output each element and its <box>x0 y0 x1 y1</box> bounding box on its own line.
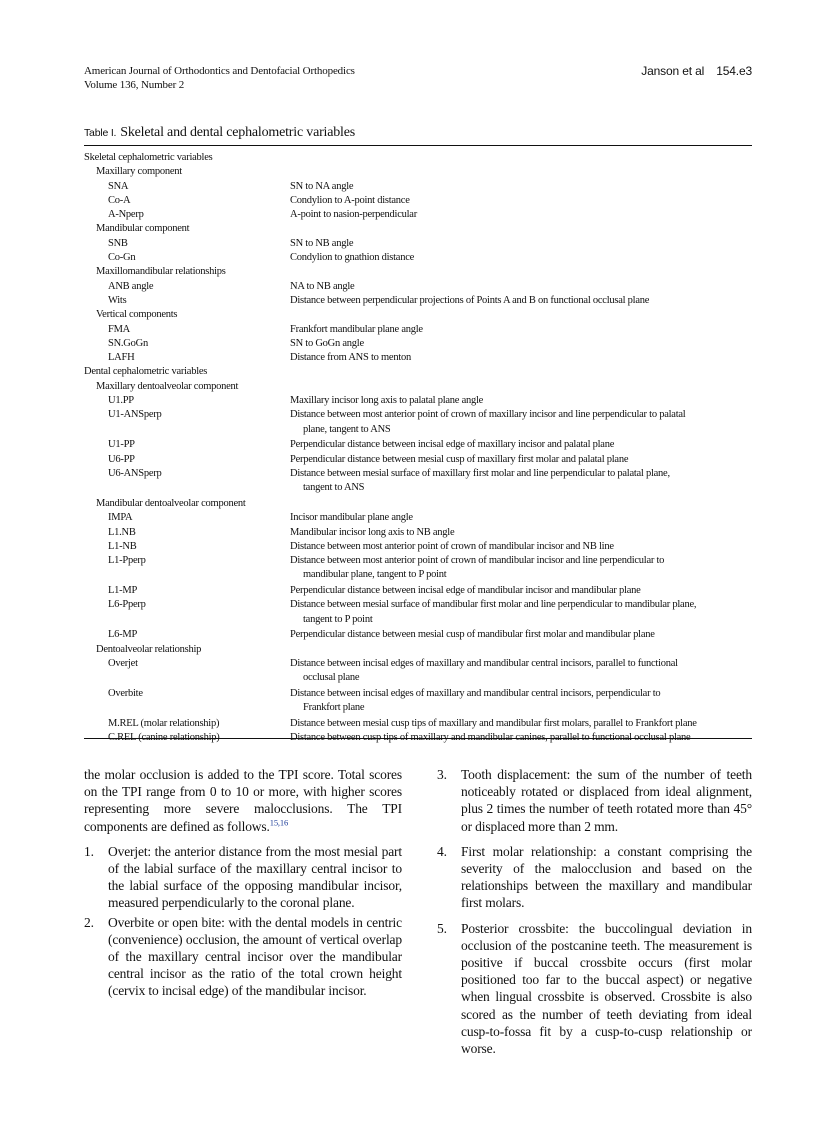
description-continuation: tangent to ANS <box>303 482 365 494</box>
description-line: A-point to nasion-perpendicular <box>290 209 417 221</box>
description-line: Distance between perpendicular projections of Points A and B on functional occlusal plane <box>290 294 650 306</box>
variable-description <box>290 180 353 194</box>
variable-description <box>290 251 414 265</box>
journal-name: American Journal of Orthodontics and Dentofacial Orthopedics <box>84 65 355 77</box>
table-section-heading <box>84 365 752 379</box>
description-line: NA to NB angle <box>290 280 355 292</box>
description-line: Maxillary incisor long axis to palatal plane angle <box>290 395 484 407</box>
variable-name: U6-ANSperp <box>108 467 162 479</box>
variable-name: U1-ANSperp <box>108 409 162 421</box>
table-row <box>84 526 752 540</box>
variable-description <box>290 657 678 686</box>
table-row <box>84 323 752 337</box>
variable-description <box>290 717 697 731</box>
item-number: 5. <box>437 920 447 936</box>
list-item <box>437 920 752 1058</box>
table-row <box>84 511 752 525</box>
description-line: Distance between cusp tips of maxillary and mandibular canines, parallel to functional occlusal plane <box>290 732 691 744</box>
variable-name: SNB <box>108 237 128 249</box>
variable-name: SNA <box>108 180 129 192</box>
variable-name: IMPA <box>108 512 133 524</box>
table-row <box>84 438 752 452</box>
variable-name: L6-MP <box>108 629 138 641</box>
description-line: Condylion to A-point distance <box>290 194 410 206</box>
variable-name: L1-MP <box>108 585 138 597</box>
list-item <box>84 914 402 1000</box>
table-row <box>84 687 752 717</box>
table-section-heading <box>84 643 752 657</box>
variable-name: L1-Pperp <box>108 555 146 567</box>
variable-name: Dental cephalometric variables <box>84 366 208 378</box>
description-continuation: tangent to P point <box>303 613 373 625</box>
description-line: Perpendicular distance between mesial cusp of maxillary first molar and palatal plane <box>290 453 629 465</box>
variable-name: Maxillary dentoalveolar component <box>96 380 239 392</box>
variable-name: LAFH <box>108 352 135 364</box>
description-line: SN to GoGn angle <box>290 337 364 349</box>
variable-name: A-Nperp <box>108 209 144 221</box>
body-column-left <box>84 766 402 1002</box>
table-section-heading <box>84 497 752 511</box>
variable-description <box>290 467 670 496</box>
variable-description <box>290 208 417 222</box>
table-row <box>84 280 752 294</box>
journal-volume: Volume 136, Number 2 <box>84 79 185 91</box>
description-line: Distance between most anterior point of crown of mandibular incisor and NB line <box>290 540 614 552</box>
table-row <box>84 337 752 351</box>
variable-name: Overbite <box>108 688 143 700</box>
description-line: Distance between most anterior point of crown of mandibular incisor and line perpendicular to <box>290 555 665 567</box>
description-line: Perpendicular distance between incisal edge of mandibular incisor and mandibular plane <box>290 585 641 597</box>
authors: Janson et al <box>641 64 705 78</box>
variable-description <box>290 394 483 408</box>
table-section-heading <box>84 165 752 179</box>
variable-name: L1-NB <box>108 540 137 552</box>
variable-name: Vertical components <box>96 309 178 321</box>
item-text: Posterior crossbite: the buccolingual deviation in occlusion of the postcanine teeth. The measurement is positive if buccal crossbite occurs (first molar positioned too far to the buccal aspect) or negative when lingual crossbite is observed. Crossbite is also scored as the number of teeth deviating from ideal cusp-to-fossa fit by a cusp-to-cusp relationship or worse. <box>461 920 752 1057</box>
description-line: Distance from ANS to menton <box>290 352 411 364</box>
variable-description <box>290 511 413 525</box>
table-section-heading <box>84 380 752 394</box>
item-text: Tooth displacement: the sum of the number of teeth noticeably rotated or displaced from ideal alignment, plus 2 times the number of teeth rotated more than 45° or displaced more than 2 mm. <box>461 767 752 834</box>
variable-description <box>290 194 410 208</box>
variable-description <box>290 526 454 540</box>
description-line: Distance between mesial surface of mandibular first molar and line perpendicular to mandibular plane, <box>290 599 697 611</box>
table-row <box>84 394 752 408</box>
citation-link[interactable]: 15,16 <box>269 817 289 828</box>
table-row <box>84 237 752 251</box>
variable-description <box>290 337 364 351</box>
table-row <box>84 540 752 554</box>
table-row <box>84 628 752 642</box>
cephalometric-variables-table <box>84 151 752 746</box>
description-line: Frankfort mandibular plane angle <box>290 323 423 335</box>
intro-text: the molar occlusion is added to the TPI score. Total scores on the TPI range from 0 to 10 or more, with higher scores representing more severe malocclusions. The TPI components are defined as follows. <box>84 767 402 834</box>
variable-name: Wits <box>108 294 127 306</box>
variable-name: Overjet <box>108 658 138 670</box>
description-line: SN to NA angle <box>290 180 354 192</box>
table-section-heading <box>84 308 752 322</box>
table-section-heading <box>84 222 752 236</box>
description-continuation: occlusal plane <box>303 672 360 684</box>
table-row <box>84 408 752 438</box>
table-row <box>84 453 752 467</box>
list-item <box>84 843 402 912</box>
variable-name: Maxillomandibular relationships <box>96 266 226 278</box>
description-line: SN to NB angle <box>290 237 354 249</box>
table-row <box>84 251 752 265</box>
item-text: First molar relationship: a constant comprising the severity of the malocclusion and based on the relationships between the maxillary and mandibular first molars. <box>461 843 752 911</box>
variable-name: Mandibular component <box>96 223 190 235</box>
variable-description <box>290 351 411 365</box>
table-row <box>84 598 752 628</box>
variable-description <box>290 323 423 337</box>
description-continuation: mandibular plane, tangent to P point <box>303 569 447 581</box>
list-item <box>437 766 752 835</box>
variable-description <box>290 598 696 627</box>
intro-paragraph <box>84 766 402 835</box>
table-row <box>84 294 752 308</box>
variable-description <box>290 453 628 467</box>
variable-name: C.REL (canine relationship) <box>108 732 220 744</box>
table-bottom-rule <box>84 738 752 739</box>
variable-name: U6-PP <box>108 453 135 465</box>
variable-name: M.REL (molar relationship) <box>108 718 220 730</box>
table-row <box>84 180 752 194</box>
variable-description <box>290 687 660 716</box>
variable-name: U1-PP <box>108 439 135 451</box>
item-number: 3. <box>437 767 447 782</box>
variable-description <box>290 294 649 308</box>
item-number: 4. <box>437 843 447 859</box>
table-label: Table I. <box>84 127 117 139</box>
description-line: Distance between mesial cusp tips of maxillary and mandibular first molars, parallel to Frankfort plane <box>290 718 697 730</box>
table-row <box>84 554 752 584</box>
description-line: Distance between incisal edges of maxillary and mandibular central incisors, perpendicular to <box>290 688 661 700</box>
variable-description <box>290 438 614 452</box>
page-number: 154.e3 <box>716 64 752 78</box>
body-column-right <box>437 766 752 1059</box>
table-row <box>84 657 752 687</box>
variable-name: Mandibular dentoalveolar component <box>96 497 246 509</box>
table-row <box>84 351 752 365</box>
variable-description <box>290 408 685 437</box>
description-continuation: plane, tangent to ANS <box>303 423 391 435</box>
item-number: 1. <box>84 843 94 859</box>
description-line: Mandibular incisor long axis to NB angle <box>290 526 455 538</box>
variable-description <box>290 584 641 598</box>
table-row <box>84 467 752 497</box>
variable-description <box>290 237 353 251</box>
table-top-rule <box>84 145 752 146</box>
variable-name: Co-A <box>108 194 131 206</box>
table-row <box>84 194 752 208</box>
variable-description <box>290 540 614 554</box>
variable-name: U1.PP <box>108 395 134 407</box>
variable-name: ANB angle <box>108 280 154 292</box>
variable-description <box>290 280 354 294</box>
variable-name: L1.NB <box>108 526 136 538</box>
variable-name: Co-Gn <box>108 252 136 264</box>
description-line: Perpendicular distance between incisal edge of maxillary incisor and palatal plane <box>290 439 615 451</box>
list-item <box>437 843 752 912</box>
table-caption <box>84 125 355 141</box>
description-line: Distance between mesial surface of maxillary first molar and line perpendicular to palatal plane, <box>290 467 670 479</box>
description-line: Condylion to gnathion distance <box>290 252 415 264</box>
description-line: Incisor mandibular plane angle <box>290 512 413 524</box>
table-title: Skeletal and dental cephalometric variables <box>120 125 356 140</box>
item-number: 2. <box>84 914 94 930</box>
table-row <box>84 584 752 598</box>
item-text: Overjet: the anterior distance from the most mesial part of the labial surface of the maxillary central incisor to the labial surface of the opposing mandibular incisor, measured perpendicularly to the coronal plane. <box>108 843 402 911</box>
description-line: Distance between most anterior point of crown of maxillary incisor and line perpendicular to palatal <box>290 409 686 421</box>
variable-name: L6-Pperp <box>108 599 146 611</box>
table-row <box>84 208 752 222</box>
variable-description <box>290 628 655 642</box>
variable-name: FMA <box>108 323 131 335</box>
item-text: Overbite or open bite: with the dental models in centric (convenience) occlusion, the amount of vertical overlap of the maxillary central incisor over the mandibular central incisor as the ratio of the total crown height (cervix to incisal edge) of the mandibular incisor. <box>108 914 402 999</box>
table-section-heading <box>84 151 752 165</box>
running-header-left <box>84 64 355 92</box>
variable-name: SN.GoGn <box>108 337 148 349</box>
variable-description <box>290 554 664 583</box>
description-line: Distance between incisal edges of maxillary and mandibular central incisors, parallel to functional <box>290 658 678 670</box>
variable-name: Dentoalveolar relationship <box>96 643 202 655</box>
table-section-heading <box>84 265 752 279</box>
table-row <box>84 717 752 731</box>
variable-name: Maxillary component <box>96 166 182 178</box>
description-continuation: Frankfort plane <box>303 702 365 714</box>
variable-name: Skeletal cephalometric variables <box>84 152 213 163</box>
description-line: Perpendicular distance between mesial cusp of mandibular first molar and mandibular plane <box>290 629 655 641</box>
running-header-right <box>641 64 752 78</box>
